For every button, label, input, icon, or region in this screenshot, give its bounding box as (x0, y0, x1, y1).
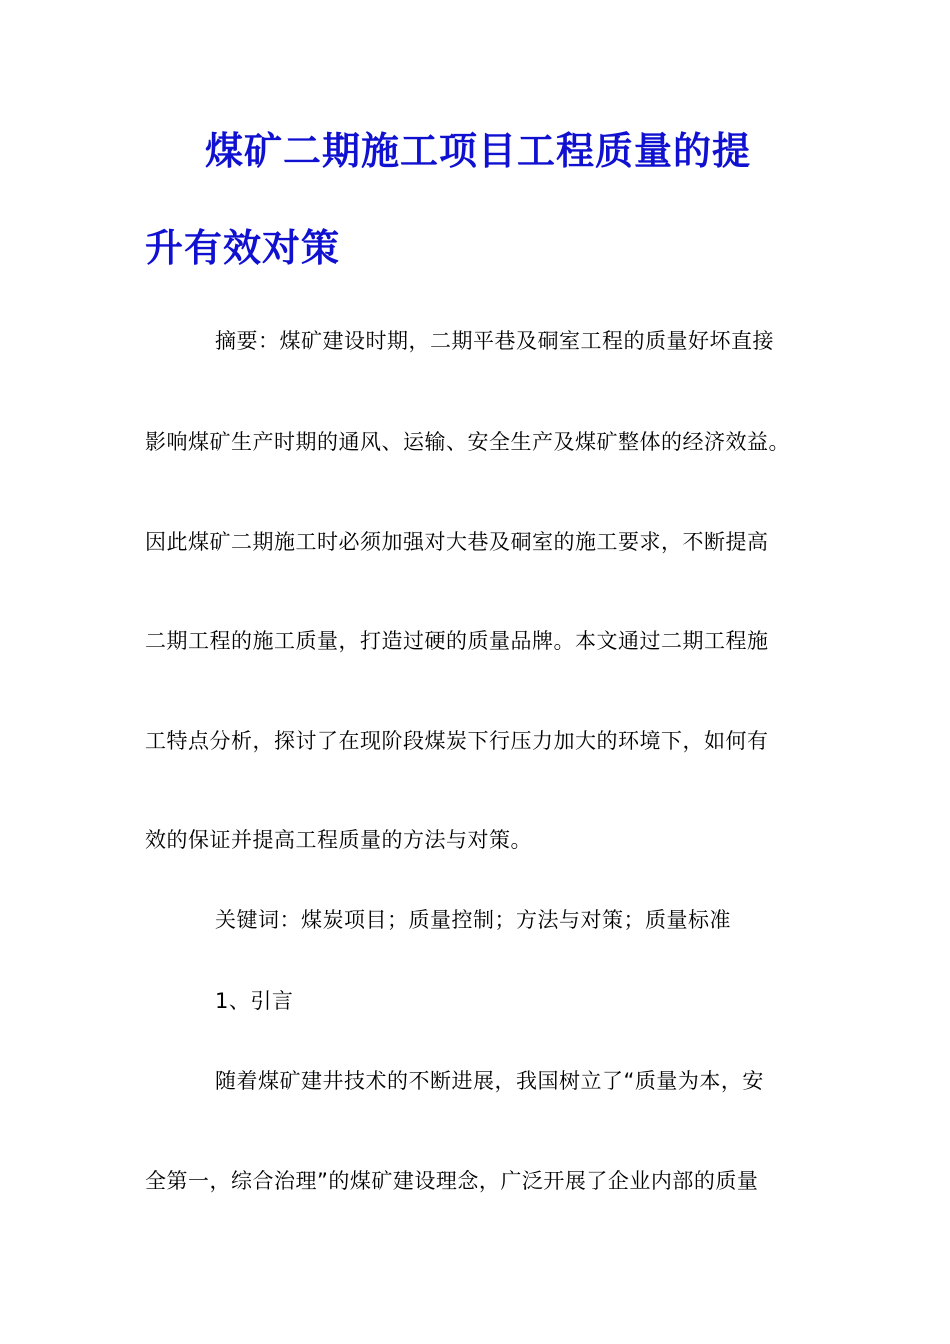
document-title-line-2: 升有效对策 (145, 225, 341, 270)
section-heading: 1、引言 (215, 989, 294, 1013)
abstract-line-2: 影响煤矿生产时期的通风、运输、安全生产及煤矿整体的经济效益。 (145, 430, 790, 454)
intro-line-2: 全第一，综合治理”的煤矿建设理念，广泛开展了企业内部的质量 (145, 1169, 759, 1193)
document-title-line-1: 煤矿二期施工项目工程质量的提 (205, 128, 752, 173)
abstract-line-3: 因此煤矿二期施工时必须加强对大巷及硐室的施工要求，不断提高 (145, 530, 769, 554)
keywords-line: 关键词：煤炭项目；质量控制；方法与对策；质量标准 (215, 908, 731, 932)
abstract-line-6: 效的保证并提高工程质量的方法与对策。 (145, 828, 532, 852)
abstract-line-5: 工特点分析，探讨了在现阶段煤炭下行压力加大的环境下，如何有 (145, 729, 769, 753)
abstract-line-4: 二期工程的施工质量，打造过硬的质量品牌。本文通过二期工程施 (145, 629, 769, 653)
intro-line-1: 随着煤矿建井技术的不断进展，我国树立了“质量为本，安 (215, 1069, 764, 1093)
abstract-line-1: 摘要：煤矿建设时期，二期平巷及硐室工程的质量好坏直接 (215, 329, 774, 353)
